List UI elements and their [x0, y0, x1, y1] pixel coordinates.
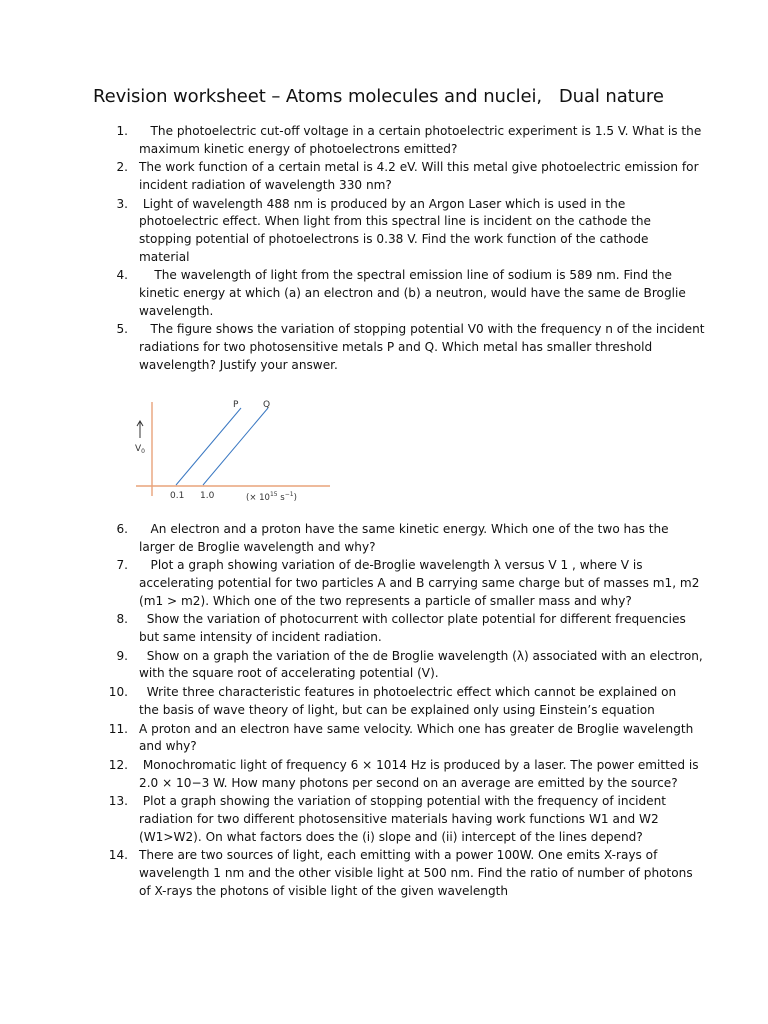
question-number: 12.	[108, 758, 128, 772]
unit-close: )	[293, 493, 297, 503]
question-text-line: An electron and a proton have the same kinetic energy. Which one of the two has the	[139, 522, 669, 536]
question-item	[0, 522, 768, 557]
question-text-line: A proton and an electron have same velocity. Which one has greater de Broglie wavelength	[139, 721, 694, 736]
question-text-line: The wavelength of light from the spectral emission line of sodium is 589 nm. Find the	[139, 268, 672, 283]
question-item	[0, 685, 768, 720]
tick-label-1: 0.1	[170, 491, 185, 501]
y-axis-letter: V	[135, 444, 142, 454]
question-text-line: with the square root of accelerating potential (V).	[139, 666, 439, 681]
question-text-line: material	[139, 249, 190, 264]
question-text-line: (m1 > m2). Which one of the two represents a particle of smaller mass and why?	[139, 593, 632, 608]
question-text-line: 2.0 × 10−3 W. How many photons per second on an average are emitted by the source?	[139, 775, 678, 790]
question-item	[0, 197, 768, 267]
question-number: 1.	[116, 124, 128, 138]
question-text-line: photoelectric effect. When light from this spectral line is incident on the cathode the	[139, 214, 652, 229]
question-number: 5.	[116, 322, 128, 337]
tick-label-2: 1.0	[200, 491, 215, 501]
question-item	[0, 322, 768, 375]
question-item	[0, 268, 768, 321]
question-text-line: Show the variation of photocurrent with collector plate potential for different frequencies	[139, 612, 686, 627]
question-number: 13.	[108, 794, 128, 809]
question-text-line: (W1>W2). On what factors does the (i) slope and (ii) intercept of the lines depend?	[139, 829, 643, 844]
question-text-line: wavelength.	[139, 303, 214, 318]
question-item	[0, 848, 768, 901]
question-number: 9.	[116, 648, 128, 663]
unit-exponent: 15	[269, 491, 278, 498]
question-number: 4.	[116, 268, 128, 283]
question-number: 14.	[108, 848, 128, 863]
line-q	[203, 408, 268, 485]
question-number: 2.	[116, 160, 128, 175]
question-number: 6.	[116, 522, 128, 536]
question-text-line: of X-rays the photons of visible light of the given wavelength	[139, 883, 509, 898]
question-item	[0, 722, 768, 757]
question-text-line: kinetic energy at which (a) an electron and (b) a neutron, would have the same de Broglie	[139, 285, 686, 300]
question-number: 3.	[116, 196, 128, 211]
question-item	[0, 612, 768, 647]
question-text-line: but same intensity of incident radiation.	[139, 629, 382, 644]
question-item	[0, 124, 768, 159]
x-axis-unit	[246, 491, 297, 503]
question-text-line: Plot a graph showing variation of de-Broglie wavelength λ versus V 1 , where V is	[139, 558, 643, 573]
question-text-line: wavelength? Justify your answer.	[139, 357, 338, 372]
question-text-line: Light of wavelength 488 nm is produced by an Argon Laser which is used in the	[139, 196, 626, 211]
question-text-line: The photoelectric cut-off voltage in a certain photoelectric experiment is 1.5 V. What is the	[139, 124, 702, 138]
question-text-line: wavelength 1 nm and the other visible light at 500 nm. Find the ratio of number of photons	[139, 865, 693, 880]
question-text-line: Show on a graph the variation of the de Broglie wavelength (λ) associated with an electron,	[139, 648, 703, 663]
unit-seconds: s	[277, 493, 285, 503]
question-text-line: Monochromatic light of frequency 6 × 1014 Hz is produced by a laser. The power emitted is	[139, 758, 699, 772]
question-text-line: stopping potential of photoelectrons is 0.38 V. Find the work function of the cathode	[139, 231, 649, 246]
question-text-line: radiation for two different photosensitive materials having work functions W1 and W2	[139, 811, 659, 826]
question-number: 11.	[108, 721, 128, 736]
y-axis-label	[135, 444, 145, 455]
question-number: 10.	[108, 685, 128, 700]
label-p: P	[233, 400, 239, 410]
question-text-line: the basis of wave theory of light, but can be explained only using Einstein’s equation	[139, 702, 655, 717]
question-text-line: accelerating potential for two particles A and B carrying same charge but of masses m1, m2	[139, 575, 700, 590]
question-item	[0, 649, 768, 684]
y-axis-subscript: 0	[141, 448, 145, 455]
unit-seconds-exponent: −1	[284, 491, 294, 498]
line-p	[176, 408, 241, 485]
question-item	[0, 758, 768, 793]
question-text-line: and why?	[139, 739, 197, 754]
question-item	[0, 794, 768, 847]
question-item	[0, 160, 768, 195]
question-item	[0, 558, 768, 611]
question-text-line: Plot a graph showing the variation of stopping potential with the frequency of incident	[139, 794, 667, 809]
question-number: 7.	[116, 558, 128, 573]
question-text-line: The figure shows the variation of stopping potential V0 with the frequency n of the incident	[139, 322, 705, 337]
question-number: 8.	[116, 612, 128, 627]
stopping-potential-figure	[128, 392, 338, 510]
unit-open: (× 10	[246, 493, 270, 503]
arrow-up-icon	[137, 421, 143, 438]
label-q: Q	[263, 400, 271, 410]
question-text-line: There are two sources of light, each emitting with a power 100W. One emits X-rays of	[139, 848, 658, 863]
question-text-line: radiations for two photosensitive metals P and Q. Which metal has smaller threshold	[139, 339, 653, 354]
question-text-line: incident radiation of wavelength 330 nm?	[139, 177, 392, 192]
question-text-line: Write three characteristic features in photoelectric effect which cannot be explained on	[139, 685, 677, 700]
question-text-line: The work function of a certain metal is 4.2 eV. Will this metal give photoelectric emission for	[139, 160, 699, 175]
page-title: Revision worksheet – Atoms molecules and nuclei, Dual nature	[93, 86, 664, 107]
question-text-line: maximum kinetic energy of photoelectrons emitted?	[139, 141, 458, 156]
question-text-line: larger de Broglie wavelength and why?	[139, 539, 376, 554]
